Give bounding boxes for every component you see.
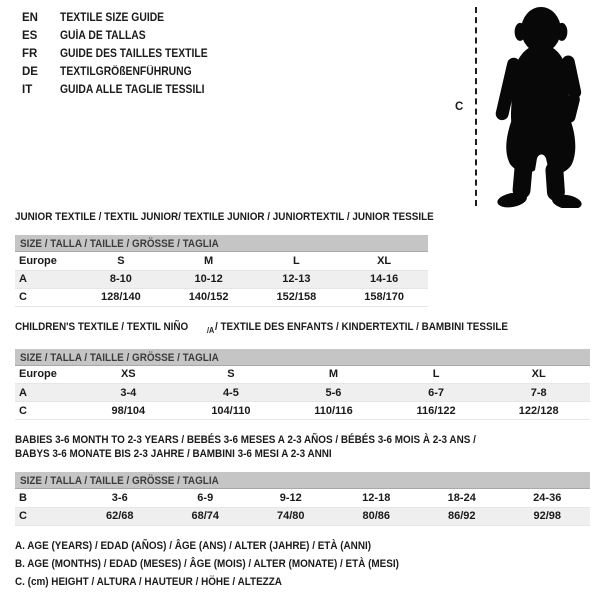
size-cell-value: 4-5 bbox=[180, 384, 283, 402]
table-row bbox=[15, 270, 428, 288]
language-row bbox=[22, 27, 224, 45]
table-title-segment: BABYS 3-6 MONATE BIS 2-3 JAHRE / BAMBINI 3-6 MESI A 2-3 ANNI bbox=[15, 448, 332, 461]
size-cell-value: 122/128 bbox=[487, 402, 590, 420]
size-header-label: SIZE / TALLA / TAILLE / GRÖSSE / TAGLIA bbox=[20, 238, 219, 250]
row-label: Europe bbox=[15, 252, 77, 270]
size-cell-value: 6-7 bbox=[385, 384, 488, 402]
size-cell-value: 10-12 bbox=[165, 270, 253, 288]
size-table bbox=[15, 489, 590, 526]
size-header-bar bbox=[15, 349, 590, 366]
size-cell-value: 14-16 bbox=[340, 270, 428, 288]
legend-note bbox=[15, 537, 442, 555]
size-cell-value: 9-12 bbox=[248, 489, 334, 507]
size-cell-value: M bbox=[282, 366, 385, 384]
language-code: FR bbox=[22, 48, 38, 60]
size-cell-value: 104/110 bbox=[180, 402, 283, 420]
size-header-bar bbox=[15, 472, 590, 489]
size-cell-value: 62/68 bbox=[77, 507, 163, 525]
size-cell-value: 80/86 bbox=[334, 507, 420, 525]
size-cell-value: 7-8 bbox=[487, 384, 590, 402]
legend-note bbox=[15, 573, 442, 591]
row-label: A bbox=[15, 270, 77, 288]
table-title-segment: JUNIOR TEXTILE / TEXTIL JUNIOR/ TEXTILE JUNIOR / JUNIORTEXTIL / JUNIOR TESSILE bbox=[15, 211, 434, 223]
language-row bbox=[22, 81, 224, 99]
table-title-segment: /A bbox=[207, 325, 215, 335]
size-cell-value: 92/98 bbox=[505, 507, 591, 525]
table-row bbox=[15, 384, 590, 402]
size-cell-value: 152/158 bbox=[253, 288, 341, 306]
size-cell-value: 6-9 bbox=[163, 489, 249, 507]
height-reference-figure bbox=[452, 4, 598, 210]
row-label: C bbox=[15, 288, 77, 306]
size-cell-value: 110/116 bbox=[282, 402, 385, 420]
table-title bbox=[15, 210, 434, 224]
size-cell-value: S bbox=[180, 366, 283, 384]
size-cell-value: 5-6 bbox=[282, 384, 385, 402]
table-row bbox=[15, 252, 428, 270]
size-cell-value: 24-36 bbox=[505, 489, 591, 507]
size-cell-value: M bbox=[165, 252, 253, 270]
row-label: C bbox=[15, 402, 77, 420]
language-code: EN bbox=[22, 12, 38, 24]
size-cell-value: XL bbox=[487, 366, 590, 384]
size-cell-value: 140/152 bbox=[165, 288, 253, 306]
size-cell-value: 128/140 bbox=[77, 288, 165, 306]
size-cell-value: S bbox=[77, 252, 165, 270]
size-cell-value: 8-10 bbox=[77, 270, 165, 288]
size-cell-value: 116/122 bbox=[385, 402, 488, 420]
height-measure-label: C bbox=[455, 101, 464, 113]
row-label: C bbox=[15, 507, 77, 525]
size-header-bar bbox=[15, 235, 428, 252]
size-header-label: SIZE / TALLA / TAILLE / GRÖSSE / TAGLIA bbox=[20, 351, 219, 364]
language-title: GUÍA DE TALLAS bbox=[60, 30, 146, 42]
table-title bbox=[15, 320, 590, 338]
language-title: TEXTILGRÖßENFÜHRUNG bbox=[60, 66, 192, 78]
language-title-list bbox=[22, 9, 224, 99]
language-code: DE bbox=[22, 66, 38, 78]
table-row bbox=[15, 507, 590, 525]
size-cell-value: 74/80 bbox=[248, 507, 334, 525]
language-title: GUIDA ALLE TAGLIE TESSILI bbox=[60, 84, 205, 96]
table-row bbox=[15, 288, 428, 306]
size-cell-value: 98/104 bbox=[77, 402, 180, 420]
language-title: TEXTILE SIZE GUIDE bbox=[60, 12, 165, 24]
table-title-segment: CHILDREN'S TEXTILE / TEXTIL NIÑO bbox=[15, 320, 189, 333]
size-cell-value: 3-4 bbox=[77, 384, 180, 402]
row-label: A bbox=[15, 384, 77, 402]
size-table bbox=[15, 252, 428, 307]
height-measure-dashed-line bbox=[475, 7, 477, 206]
language-code: IT bbox=[22, 84, 33, 96]
table-row bbox=[15, 366, 590, 384]
language-row bbox=[22, 45, 224, 63]
legend-notes bbox=[15, 537, 442, 591]
legend-note bbox=[15, 555, 442, 573]
size-cell-value: L bbox=[385, 366, 488, 384]
table-title-segment: BABIES 3-6 MONTH TO 2-3 YEARS / BEBÉS 3-6 MESES A 2-3 AÑOS / BÉBÉS 3-6 MOIS À 2-3 ANS / bbox=[15, 434, 476, 447]
size-cell-value: XS bbox=[77, 366, 180, 384]
toddler-silhouette-image bbox=[483, 4, 595, 208]
language-code: ES bbox=[22, 30, 38, 42]
size-cell-value: 158/170 bbox=[340, 288, 428, 306]
size-table-section bbox=[15, 210, 434, 307]
size-cell-value: L bbox=[253, 252, 341, 270]
size-table-section bbox=[15, 433, 590, 526]
table-title bbox=[15, 433, 590, 461]
size-cell-value: 12-18 bbox=[334, 489, 420, 507]
language-row bbox=[22, 63, 224, 81]
row-label: Europe bbox=[15, 366, 77, 384]
size-cell-value: 86/92 bbox=[419, 507, 505, 525]
legend-note-text: B. AGE (MONTHS) / EDAD (MESES) / ÂGE (MOIS) / ALTER (MONATE) / ETÀ (MESI) bbox=[15, 558, 399, 570]
size-cell-value: XL bbox=[340, 252, 428, 270]
language-row bbox=[22, 9, 224, 27]
legend-note-text: C. (cm) HEIGHT / ALTURA / HAUTEUR / HÖHE / ALTEZZA bbox=[15, 576, 282, 588]
language-title: GUIDE DES TAILLES TEXTILE bbox=[60, 48, 208, 60]
size-header-label: SIZE / TALLA / TAILLE / GRÖSSE / TAGLIA bbox=[20, 475, 219, 488]
size-table bbox=[15, 366, 590, 421]
size-table-sections bbox=[15, 210, 590, 539]
size-cell-value: 3-6 bbox=[77, 489, 163, 507]
size-cell-value: 68/74 bbox=[163, 507, 249, 525]
size-cell-value: 18-24 bbox=[419, 489, 505, 507]
legend-note-text: A. AGE (YEARS) / EDAD (AÑOS) / ÂGE (ANS) / ALTER (JAHRE) / ETÀ (ANNI) bbox=[15, 540, 372, 552]
size-cell-value: 12-13 bbox=[253, 270, 341, 288]
row-label: B bbox=[15, 489, 77, 507]
size-table-section bbox=[15, 320, 590, 421]
table-row bbox=[15, 402, 590, 420]
table-row bbox=[15, 489, 590, 507]
table-title-segment: / TEXTILE DES ENFANTS / KINDERTEXTIL / BAMBINI TESSILE bbox=[215, 320, 509, 333]
